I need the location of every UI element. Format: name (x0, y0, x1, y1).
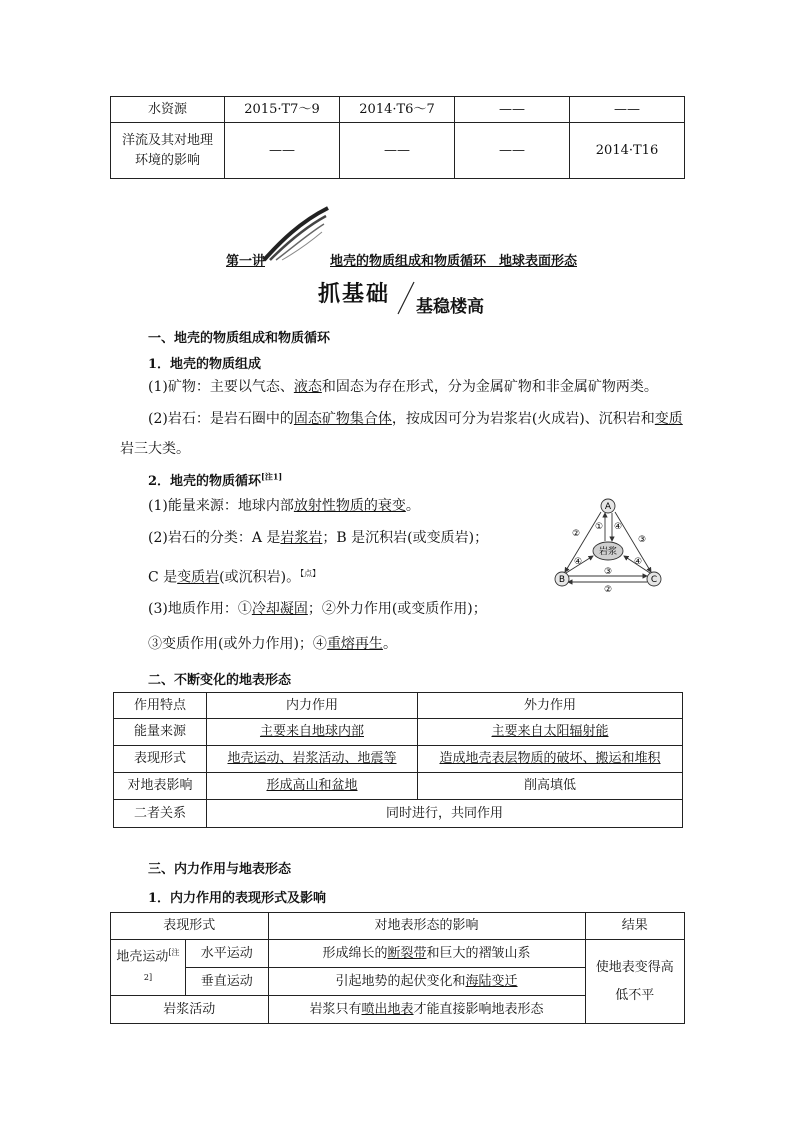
lecture-title: 地壳的物质组成和物质循环 地球表面形态 (330, 254, 578, 269)
table-header: 内力作用 (207, 693, 418, 719)
table-header: 外力作用 (418, 693, 683, 719)
text-span: (或沉积岩)。 (219, 569, 301, 586)
table-cell: 对地表影响 (114, 773, 207, 800)
table-cell: 水平运动 (186, 940, 269, 968)
text-underlined: 变质岩 (177, 569, 220, 586)
section1-sub2 (148, 470, 282, 489)
table-cell: 削高填低 (418, 773, 683, 800)
table-header: 对地表形态的影响 (268, 913, 585, 940)
paragraph-energy (148, 496, 420, 516)
text-underlined: 放射性物质的衰变 (293, 498, 406, 514)
rock-cycle-diagram (548, 496, 672, 596)
table-cell (268, 996, 585, 1024)
text-span: 形成绵长的 (322, 945, 388, 961)
text-span: 和巨大的褶皱山系 (426, 945, 531, 961)
internal-force-table (110, 912, 685, 1024)
text-span: ；B 是沉积岩(或变质岩)； (322, 530, 489, 546)
section3-sub1: 1．内力作用的表现形式及影响 (148, 891, 327, 906)
section2-heading: 二、不断变化的地表形态 (148, 673, 292, 688)
table-cell: 垂直运动 (186, 968, 269, 996)
table-cell: 形成高山和盆地 (207, 773, 418, 800)
text-span: C 是 (148, 569, 178, 586)
section1-heading: 一、地壳的物质组成和物质循环 (148, 331, 331, 346)
label-4: ④ (633, 557, 643, 567)
text-span: (2)岩石：是岩石圈中的 (148, 411, 294, 427)
table-cell: 洋流及其对地理环境的影响 (111, 123, 225, 179)
node-magma-label: 岩浆 (598, 547, 618, 557)
text-span: ；②外力作用(或变质作用)； (307, 601, 487, 617)
text-span: 2．地壳的物质循环 (148, 474, 262, 489)
table-cell: 使地表变得高低不平 (585, 940, 684, 1024)
note-marker: [注2] (143, 948, 180, 982)
text-span: (2)岩石的分类：A 是 (148, 530, 281, 546)
text-span: 和固态为存在形式，分为金属矿物和非金属矿物两类。 (321, 379, 658, 395)
node-c-label: C (650, 575, 658, 585)
label-4: ④ (613, 522, 623, 532)
table-cell: 主要来自太阳辐射能 (418, 719, 683, 746)
table-cell: 二者关系 (114, 800, 207, 828)
label-1: ① (594, 522, 604, 532)
text-span: 才能直接影响地表形态 (413, 1001, 544, 1017)
slash-divider (396, 280, 416, 316)
section1-sub1: 1．地壳的物质组成 (148, 357, 262, 372)
text-underlined: 固态矿物集合体 (293, 411, 392, 427)
text-span: (1)矿物：主要以气态、 (148, 379, 294, 395)
label-4: ④ (573, 557, 583, 567)
text-span: (3)地质作用：① (148, 601, 252, 617)
table-header: 表现形式 (111, 913, 269, 940)
text-span: 。 (405, 498, 420, 514)
paragraph-geology (148, 599, 487, 619)
table-cell: 2014·T16 (570, 123, 685, 179)
text-underlined: 液态 (293, 379, 322, 395)
note-marker: 【点】 (300, 569, 321, 578)
table-cell: 水资源 (111, 97, 225, 123)
table-cell: 能量来源 (114, 719, 207, 746)
node-b-label: B (558, 575, 566, 585)
text-span: 地壳运动 (116, 949, 169, 965)
table-cell: —— (455, 123, 570, 179)
paragraph-classification (148, 528, 488, 548)
text-span: 岩浆只有 (309, 1001, 362, 1017)
table-cell: —— (570, 97, 685, 123)
lecture-label: 第一讲 (226, 254, 266, 269)
banner-main: 抓基础 (318, 282, 391, 307)
paragraph-geology-2 (148, 634, 397, 654)
table-cell: 2014·T6～7 (340, 97, 455, 123)
table-header: 结果 (585, 913, 684, 940)
text-underlined: 喷出地表 (361, 1001, 414, 1017)
top-table (110, 96, 685, 179)
swoosh-decoration (262, 204, 332, 264)
table-cell: —— (340, 123, 455, 179)
text-underlined: 断裂带 (387, 945, 427, 961)
note-marker: [注1] (261, 471, 283, 482)
paragraph-rocks (120, 404, 686, 464)
section3-heading: 三、内力作用与地表形态 (148, 862, 292, 877)
text-span: ③变质作用(或外力作用)；④ (148, 636, 327, 652)
table-cell: 造成地壳表层物质的破坏、搬运和堆积 (418, 746, 683, 773)
label-2: ② (603, 585, 613, 595)
text-underlined: 变质 (654, 411, 683, 427)
label-3: ③ (603, 567, 613, 577)
label-3: ③ (637, 535, 647, 545)
table-cell: 同时进行，共同作用 (207, 800, 683, 828)
paragraph-c-rock (148, 564, 320, 588)
text-underlined: 岩浆岩 (280, 530, 323, 546)
node-a-label: A (604, 502, 612, 512)
text-span: 岩三大类。 (120, 441, 190, 457)
table-header: 作用特点 (114, 693, 207, 719)
table-cell: 地壳运动、岩浆活动、地震等 (207, 746, 418, 773)
table-cell (111, 940, 186, 996)
text-underlined: 冷却凝固 (251, 601, 308, 617)
text-span: 。 (382, 636, 397, 652)
paragraph-minerals (148, 377, 658, 397)
table-cell: —— (455, 97, 570, 123)
text-span: ，按成因可分为岩浆岩(火成岩)、沉积岩和 (391, 411, 655, 427)
banner-sub: 基稳楼高 (416, 297, 484, 317)
table-cell: 2015·T7～9 (225, 97, 340, 123)
table-cell: 岩浆活动 (111, 996, 269, 1024)
forces-table (113, 692, 683, 828)
label-2: ② (571, 529, 581, 539)
text-span: 引起地势的起伏变化和 (335, 973, 466, 989)
text-underlined: 重熔再生 (326, 636, 383, 652)
table-cell (268, 940, 585, 968)
table-cell: 表现形式 (114, 746, 207, 773)
text-underlined: 海陆变迁 (465, 973, 518, 989)
text-span: (1)能量来源：地球内部 (148, 498, 294, 514)
table-cell (268, 968, 585, 996)
table-cell: 主要来自地球内部 (207, 719, 418, 746)
table-cell: —— (225, 123, 340, 179)
